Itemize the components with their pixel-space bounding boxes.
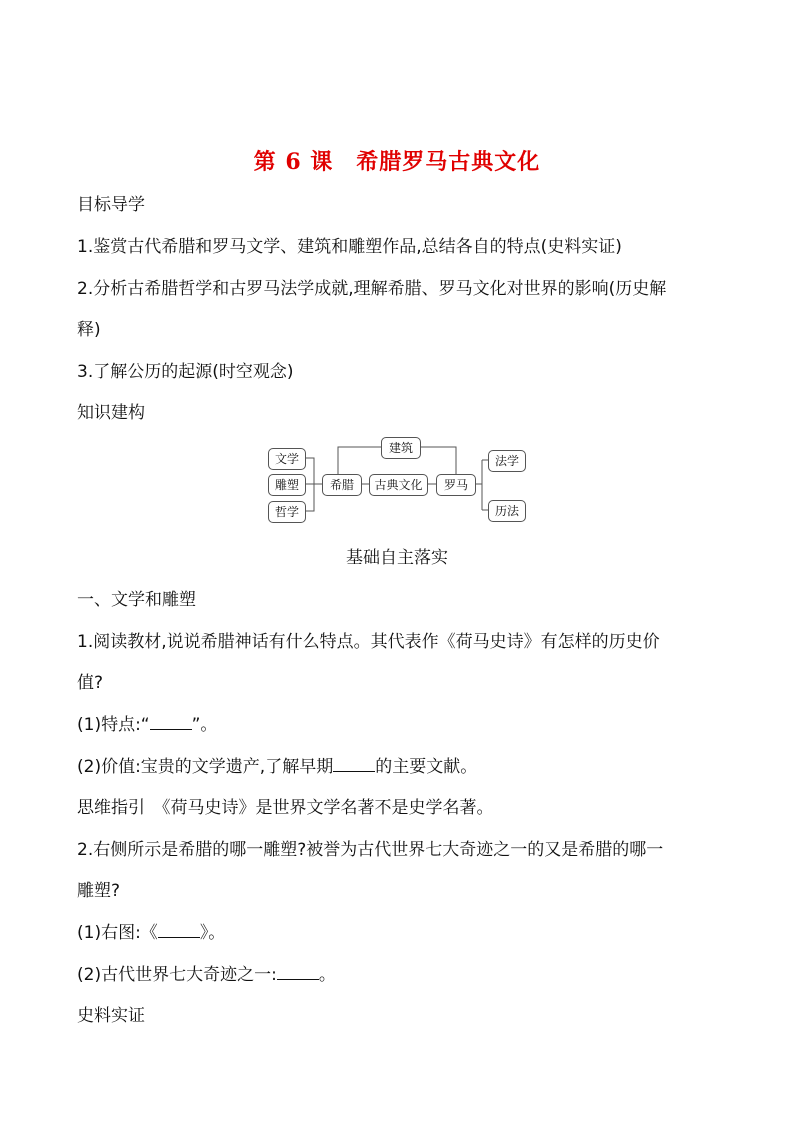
node-literature: 文学 [268, 448, 306, 470]
node-philosophy: 哲学 [268, 501, 306, 523]
goal-2: 2.分析古希腊哲学和古罗马法学成就,理解希腊、罗马文化对世界的影响(历史解 [77, 279, 667, 299]
question-2-cont: 雕塑? [77, 881, 121, 901]
evidence-heading: 史料实证 [77, 1006, 145, 1026]
goals-heading: 目标导学 [77, 195, 145, 215]
structure-heading: 知识建构 [77, 403, 145, 423]
node-architecture: 建筑 [381, 437, 421, 459]
answer-1-2-suffix: 的主要文献。 [375, 757, 478, 777]
blank-value[interactable] [333, 771, 375, 772]
answer-2-1-prefix: (1)右图:《 [77, 923, 158, 943]
answer-2-1 [77, 918, 225, 943]
answer-1-1-prefix: (1)特点:“ [77, 715, 150, 735]
node-greece: 希腊 [322, 474, 362, 496]
blank-trait[interactable] [150, 729, 192, 730]
answer-1-1 [77, 710, 217, 735]
node-rome: 罗马 [436, 474, 476, 496]
node-sculpture: 雕塑 [268, 474, 306, 496]
answer-2-2-prefix: (2)古代世界七大奇迹之一: [77, 965, 277, 985]
node-classical-culture: 古典文化 [369, 474, 428, 496]
goal-3: 3.了解公历的起源(时空观念) [77, 362, 294, 382]
answer-1-2 [77, 752, 477, 777]
blank-sculpture[interactable] [158, 937, 200, 938]
answer-2-2-suffix: 。 [318, 965, 336, 985]
part1-heading: 一、文学和雕塑 [77, 590, 196, 610]
question-1: 1.阅读教材,说说希腊神话有什么特点。其代表作《荷马史诗》有怎样的历史价 [77, 632, 660, 652]
answer-1-1-suffix: ”。 [191, 715, 218, 735]
question-2: 2.右侧所示是希腊的哪一雕塑?被誉为古代世界七大奇迹之一的又是希腊的哪一 [77, 840, 664, 860]
goal-1: 1.鉴赏古代希腊和罗马文学、建筑和雕塑作品,总结各自的特点(史料实证) [77, 237, 622, 257]
goal-2-cont: 释) [77, 320, 101, 340]
answer-1-2-prefix: (2)价值:宝贵的文学遗产,了解早期 [77, 757, 334, 777]
answer-2-2 [77, 960, 336, 985]
node-law: 法学 [488, 450, 526, 472]
blank-wonder[interactable] [277, 979, 319, 980]
question-1-cont: 值? [77, 673, 104, 693]
thinking-tip: 思维指引 《荷马史诗》是世界文学名著不是史学名著。 [77, 798, 494, 818]
page-title: 第 6 课 希腊罗马古典文化 [253, 149, 541, 175]
section-heading: 基础自主落实 [346, 548, 448, 568]
node-calendar: 历法 [488, 500, 526, 522]
answer-2-1-suffix: 》。 [199, 923, 226, 943]
